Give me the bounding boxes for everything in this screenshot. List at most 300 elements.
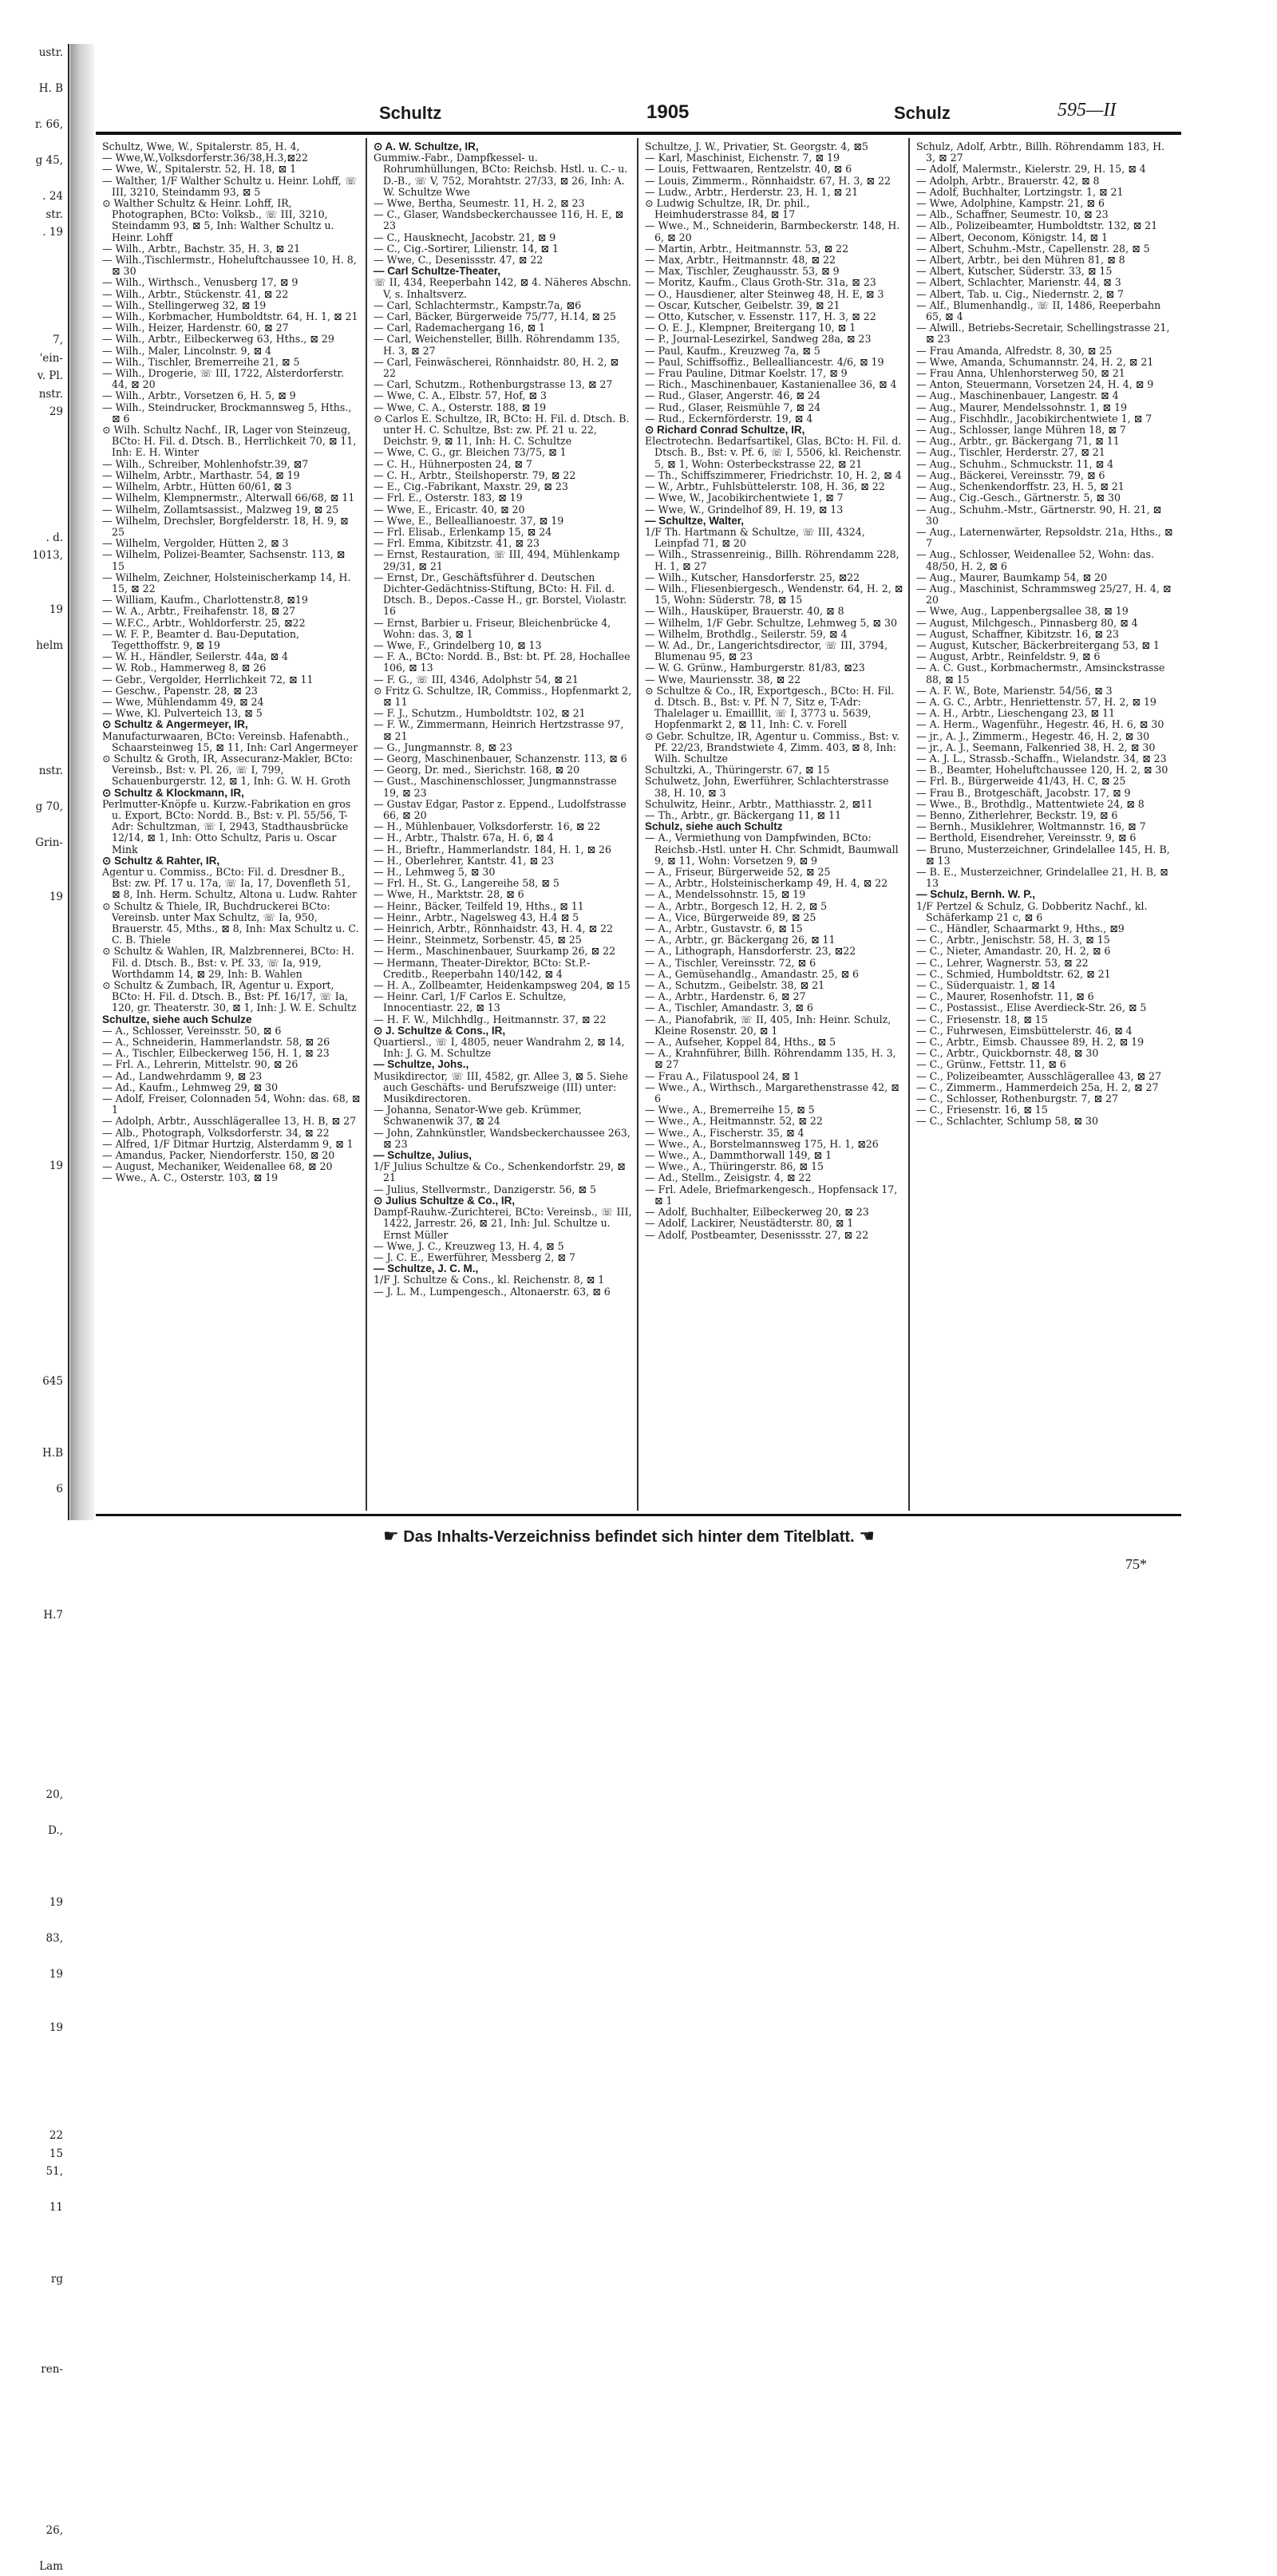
edge-fragment	[0, 2450, 68, 2468]
edge-fragment	[0, 2001, 68, 2020]
directory-entry: — Wwe, Mühlendamm 49, ⊠ 24	[102, 695, 264, 708]
header-year: 1905	[646, 101, 690, 123]
directory-entry: — Wwe., A., Dammthorwall 149, ⊠ 1	[645, 1149, 832, 1162]
directory-entry: — Wwe, W., Spitalerstr. 52, H. 18, ⊠ 1	[102, 163, 297, 176]
directory-entry: — Aug., Schlosser, Weidenallee 52, Wohn: das. 48/50, H. 2, ⊠ 6	[916, 548, 1154, 572]
directory-entry: — Wwe, C. G., gr. Bleichen 73/75, ⊠ 1	[374, 446, 567, 459]
directory-entry: — August, Arbtr., Reinfeldstr. 9, ⊠ 6	[916, 650, 1101, 663]
edge-fragment	[0, 1463, 68, 1481]
directory-entry: — Wwe., B., Brothdlg., Mattentwiete 24, ⊠ 8	[916, 797, 1145, 810]
directory-entry: — Carl, Schutzm., Rothenburgstrasse 13, ⊠ 27	[374, 378, 613, 391]
directory-entry: — Martin, Arbtr., Heitmannstr. 53, ⊠ 22	[645, 242, 849, 255]
edge-fragment	[0, 726, 68, 745]
directory-entry: — C., Cig.-Sortirer, Lilienstr. 14, ⊠ 1	[374, 242, 559, 255]
directory-entry: — A., Vermiethung von Dampfwinden, BCto: Reichsb.-Hstl. unter H. Chr. Schmidt, Baumwall 9, ⊠ 11, Wohn: Vorsetzen 9, ⊠ 9	[645, 832, 899, 867]
edge-fragment	[0, 1391, 68, 1409]
page-number: 595—II	[1058, 100, 1117, 121]
edge-fragment	[0, 1140, 68, 1158]
directory-entry: — Wilh., Hausküper, Brauerstr. 40, ⊠ 8	[645, 605, 844, 618]
directory-entry: — Ernst, Dr., Geschäftsführer d. Deutschen Dichter-Gedächtniss-Stiftung, BCto: H. Fil. d. Dtsch. B., Depos.-Casse H., gr. Borstel, Violastr. 16	[374, 571, 627, 618]
directory-entry: — A., Mendelssohnstr. 15, ⊠ 19	[645, 888, 806, 901]
directory-entry: — Adolf, Lackirer, Neustädterstr. 80, ⊠ 1	[645, 1217, 854, 1230]
directory-heading-entry: ⊙ Julius Schultze & Co., IR,	[374, 1194, 516, 1207]
directory-entry: — Alb., Polizeibeamter, Humboldtstr. 132, ⊠ 21	[916, 219, 1158, 232]
directory-entry: — Wwe., A., Wirthsch., Margarethenstrasse 42, ⊠ 6	[645, 1081, 899, 1105]
directory-entry: — A., Vice, Bürgerweide 89, ⊠ 25	[645, 911, 816, 923]
directory-entry: — Adolph, Arbtr., Brauerstr. 42, ⊠ 8	[916, 174, 1100, 187]
edge-fragment	[0, 1875, 68, 1894]
directory-page	[96, 44, 1229, 1704]
edge-fragment: 22	[49, 2129, 63, 2142]
edge-fragment	[0, 62, 68, 81]
directory-entry: — A., Tischler, Vereinsstr. 72, ⊠ 6	[645, 956, 816, 969]
directory-entry: — Hermann, Theater-Direktor, BCto: St.P.-Creditb., Reeperbahn 140/142, ⊠ 4	[374, 956, 591, 980]
directory-entry: — J. L. M., Lumpengesch., Altonaerstr. 63, ⊠ 6	[374, 1285, 611, 1298]
directory-entry: — Louis, Zimmerm., Rönnhaidstr. 67, H. 3, ⊠ 22	[645, 174, 892, 187]
directory-entry: — Frl. Adele, Briefmarkengesch., Hopfensack 17, ⊠ 1	[645, 1183, 898, 1207]
directory-entry: — Wwe., A., Bremerreihe 15, ⊠ 5	[645, 1104, 815, 1116]
directory-entry: — Herm., Maschinenbauer, Suurkamp 26, ⊠ 22	[374, 945, 616, 958]
edge-fragment	[0, 475, 68, 493]
directory-entry: — C., Friesenstr. 16, ⊠ 15	[916, 1104, 1048, 1116]
previous-page-edge	[0, 44, 69, 2573]
edge-fragment	[0, 1229, 68, 1247]
directory-heading-entry: ⊙ Schultz & Klockmann, IR,	[102, 786, 244, 799]
directory-entry: — Wilhelm, Vergolder, Hütten 2, ⊠ 3	[102, 537, 289, 550]
edge-fragment	[0, 2504, 68, 2523]
edge-fragment	[0, 2217, 68, 2235]
edge-fragment	[0, 1678, 68, 1697]
directory-entry: — Adolf, Buchhalter, Eilbeckerweg 20, ⊠ 23	[645, 1206, 869, 1219]
directory-entry: — Albert, Tab. u. Cig., Niedernstr. 2, ⊠ 7	[916, 287, 1125, 300]
directory-entry: — Wilh., Arbtr., Eilbeckerweg 63, Hths., ⊠ 29	[102, 333, 334, 346]
edge-fragment	[0, 170, 68, 188]
directory-entry: — F. A., BCto: Nordd. B., Bst: bt. Pf. 28, Hochallee 106, ⊠ 13	[374, 650, 631, 674]
directory-heading-entry: — Schultze, Walter,	[645, 514, 745, 527]
edge-fragment: 7,	[53, 334, 63, 346]
directory-entry: — Aug., Schenkendorffstr. 23, H. 5, ⊠ 21	[916, 480, 1125, 493]
edge-fragment: g 45,	[35, 154, 63, 167]
directory-entry: — A. Herm., Wagenführ., Hegestr. 46, H. 6, ⊠ 30	[916, 718, 1164, 731]
edge-fragment	[0, 511, 68, 529]
edge-fragment	[0, 780, 68, 799]
directory-entry: — Karl, Maschinist, Eichenstr. 7, ⊠ 19	[645, 152, 840, 164]
edge-fragment	[0, 1013, 68, 1032]
directory-heading-entry: — Schulz, Bernh. W. P.,	[916, 888, 1036, 901]
edge-fragment: 11	[49, 2201, 63, 2214]
edge-fragment	[0, 870, 68, 888]
edge-fragment	[0, 1750, 68, 1768]
directory-entry: — August, Kutscher, Bäckerbreitergang 53, ⊠ 1	[916, 638, 1160, 651]
directory-entry: — C., Fuhrwesen, Eimsbüttelerstr. 46, ⊠ 4	[916, 1024, 1133, 1037]
directory-entry: — Max, Arbtr., Heitmannstr. 48, ⊠ 22	[645, 254, 836, 267]
directory-entry: — Wilh., Schreiber, Mohlenhofstr.39, ⊠7	[102, 457, 309, 470]
directory-entry: — Wilhelm, Drechsler, Borgfelderstr. 18, H. 9, ⊠ 25	[102, 514, 349, 538]
directory-entry: — Adolf, Postbeamter, Desenissstr. 27, ⊠ 22	[645, 1228, 869, 1241]
edge-fragment	[0, 439, 68, 457]
directory-entry: — W.F.C., Arbtr., Wohldorferstr. 25, ⊠22	[102, 616, 306, 629]
directory-entry: — Th., Schiffszimmerer, Friedrichstr. 10, H. 2, ⊠ 4	[645, 468, 902, 481]
directory-entry: ⊙ Carlos E. Schultze, IR, BCto: H. Fil. d. Dtsch. B. unter H. C. Schultze, Bst: zw. Pf. 21 u. 22, Deichstr. 9, ⊠ 11, Inh: H. C. Schultze	[374, 412, 630, 448]
directory-entry: — A., Gemüsehandlg., Amandastr. 25, ⊠ 6	[645, 967, 860, 980]
directory-entry: — Wwe, Aug., Lappenbergsallee 38, ⊠ 19	[916, 605, 1129, 618]
directory-entry: ⊙ Schultz & Wahlen, IR, Malzbrennerei, BCto: H. Fil. d. Dtsch. B., Bst: v. Pf. 33, ☏ Ia, 919, Worthdamm 14, ⊠ 29, Inh: B. Wahlen	[102, 945, 354, 980]
directory-entry: — Aug., Bäckerei, Vereinsstr. 79, ⊠ 6	[916, 468, 1105, 481]
directory-entry: — W., Arbtr., Fuhlsbüttelerstr. 108, H. 36, ⊠ 22	[645, 480, 885, 493]
directory-heading-entry: — Carl Schultze-Theater,	[374, 265, 501, 278]
directory-entry: — Albert, Arbtr., bei den Mühren 81, ⊠ 8	[916, 254, 1125, 267]
edge-fragment	[0, 1121, 68, 1140]
directory-entry: — Wwe, C., Desenissstr. 47, ⊠ 22	[374, 254, 544, 267]
edge-fragment	[0, 690, 68, 709]
directory-entry: — Bruno, Musterzeichner, Grindelallee 145, H. B, ⊠ 13	[916, 843, 1170, 867]
directory-heading-entry: ⊙ Schultz & Angermeyer, IR,	[102, 718, 248, 731]
directory-entry: — A. H., Arbtr., Lieschengang 23, ⊠ 11	[916, 707, 1115, 720]
directory-entry: — Ad., Landwehrdamm 9, ⊠ 23	[102, 1069, 263, 1082]
edge-fragment	[0, 2181, 68, 2199]
directory-entry: — Albert, Kutscher, Süderstr. 33, ⊠ 15	[916, 265, 1113, 278]
directory-entry: — Wilh., Strassenreinig., Billh. Röhrendamm 228, H. 1, ⊠ 27	[645, 548, 899, 572]
directory-entry: — H. F. W., Milchhdlg., Heitmannstr. 37, ⊠ 22	[374, 1013, 607, 1025]
directory-entry: Electrotechn. Bedarfsartikel, Glas, BCto: H. Fil. d. Dtsch. B., Bst: v. Pf. 6, ☏ I, 5506, kl. Reichenstr. 5, ⊠ 1, Wohn: Osterbeckstrasse 22, ⊠ 21	[645, 435, 902, 470]
edge-fragment	[0, 1714, 68, 1732]
edge-fragment	[0, 1104, 68, 1122]
directory-entry: — Frau Anna, Uhlenhorsterweg 50, ⊠ 21	[916, 367, 1125, 380]
directory-entry: Gummiw.-Fabr., Dampfkessel- u. Rohrumhüllungen, BCto: Reichsb. Hstl. u. C.- u. D.-B., ☏ V, 752, Morahtstr. 27/33, ⊠ 26, Inh: A. W. Schultze Wwe	[374, 152, 628, 198]
directory-entry: — August, Schaffner, Kibitzstr. 16, ⊠ 23	[916, 627, 1119, 640]
edge-fragment	[0, 1247, 68, 1266]
directory-entry: — A. G. C., Arbtr., Henriettenstr. 57, H. 2, ⊠ 19	[916, 695, 1156, 708]
directory-entry: — Alb., Schaffner, Seumestr. 10, ⊠ 23	[916, 208, 1109, 221]
edge-fragment: 19	[49, 1895, 63, 1909]
edge-fragment	[0, 2432, 68, 2451]
edge-fragment	[0, 98, 68, 117]
edge-fragment: 6	[56, 1483, 63, 1495]
directory-entry: — Alfred, 1/F Ditmar Hurtzig, Alsterdamm 9, ⊠ 1	[102, 1137, 354, 1150]
directory-entry: — Wilh., Arbtr., Bachstr. 35, H. 3, ⊠ 21	[102, 242, 301, 255]
directory-entry: — W. F. P., Beamter d. Bau-Deputation, Tegetthoffstr. 9, ⊠ 19	[102, 627, 300, 651]
edge-fragment: 83,	[45, 1931, 63, 1945]
edge-fragment: 'ein-	[39, 351, 63, 365]
directory-entry: Manufacturwaaren, BCto: Vereinsb. Hafenabth., Schaarsteinweg 15, ⊠ 11, Inh: Carl Angermeyer	[102, 729, 358, 753]
directory-entry: — A., Arbtr., Holsteinischerkamp 49, H. 4, ⊠ 22	[645, 877, 888, 890]
directory-entry: — Heinr. Carl, 1/F Carlos E. Schultze, Innocentiastr. 22, ⊠ 13	[374, 990, 567, 1014]
directory-heading-entry: ⊙ A. W. Schultze, IR,	[374, 140, 479, 152]
directory-entry: — Gustav Edgar, Pastor z. Eppend., Ludolfstrasse 66, ⊠ 20	[374, 797, 627, 821]
edge-fragment	[0, 421, 68, 440]
directory-entry: — Rud., Glaser, Angerstr. 46, ⊠ 24	[645, 389, 820, 402]
edge-fragment	[0, 2055, 68, 2073]
directory-entry: — Georg, Dr. med., Sierichstr. 168, ⊠ 20	[374, 764, 580, 776]
directory-entry: — Amandus, Packer, Niendorferstr. 150, ⊠ 20	[102, 1149, 335, 1162]
directory-entry: — A., Arbtr., Borgesch 12, H. 2, ⊠ 5	[645, 899, 828, 912]
directory-entry: — Aug., Cig.-Gesch., Gärtnerstr. 5, ⊠ 30	[916, 492, 1121, 504]
pointing-hand-right-icon: ☛	[383, 1527, 399, 1547]
edge-fragment	[0, 2091, 68, 2109]
header-rule	[96, 132, 1181, 135]
directory-entry: — Aug., Maurer, Mendelssohnstr. 1, ⊠ 19	[916, 401, 1128, 413]
directory-entry: ☏ II, 434, Reeperbahn 142, ⊠ 4. Näheres Abschn. V, s. Inhaltsverz.	[374, 276, 632, 300]
directory-entry: — Wwe, Adolphine, Kampstr. 21, ⊠ 6	[916, 197, 1105, 210]
edge-fragment	[0, 673, 68, 691]
directory-entry: — Aug., Arbtr., gr. Bäckergang 71, ⊠ 11	[916, 435, 1120, 448]
directory-heading-entry: — Schultze, Julius,	[374, 1149, 472, 1162]
directory-entry: — Berthold, Eisendreher, Vereinsstr. 9, ⊠ 6	[916, 832, 1137, 844]
edge-fragment	[0, 2253, 68, 2271]
edge-fragment	[0, 1642, 68, 1661]
directory-entry: — P., Journal-Lesezirkel, Sandweg 28a, ⊠ 23	[645, 333, 872, 346]
directory-entry: ⊙ Ludwig Schultze, IR, Dr. phil., Heimhuderstrasse 84, ⊠ 17	[645, 197, 810, 221]
directory-entry: — H. A., Zollbeamter, Heidenkampsweg 204, ⊠ 15	[374, 979, 631, 992]
directory-entry: — A., Arbtr., Hardenstr. 6, ⊠ 27	[645, 990, 806, 1003]
edge-fragment	[0, 2342, 68, 2361]
edge-fragment: 19	[49, 2021, 63, 2034]
footer-note	[383, 1527, 875, 1547]
directory-entry: — jr., A. J., Seemann, Falkenried 38, H. 2, ⊠ 30	[916, 741, 1156, 753]
directory-entry: — Wwe, H., Marktstr. 28, ⊠ 6	[374, 888, 524, 901]
directory-entry: — A., Krahnführer, Billh. Röhrendamm 135, H. 3, ⊠ 27	[645, 1047, 896, 1071]
edge-fragment	[0, 942, 68, 960]
directory-entry: — Aug., Tischler, Herderstr. 27, ⊠ 21	[916, 446, 1105, 459]
edge-fragment: v. Pl.	[37, 369, 63, 382]
directory-entry: — A., Lithograph, Hansdorferstr. 23, ⊠22	[645, 945, 856, 958]
directory-entry: ⊙ Schultze & Co., IR, Exportgesch., BCto: H. Fil. d. Dtsch. B., Bst: v. Pf. N 7, Sitz e, T-Adr: Thalelager u. Emailllit, ☏ I, 3773 u. 5639, Hopfenmarkt 2, ⊠ 11, Inh: C. v. Forell	[645, 684, 895, 731]
edge-fragment	[0, 1911, 68, 1930]
directory-entry: — August, Mechaniker, Weidenallee 68, ⊠ 20	[102, 1160, 333, 1173]
directory-entry: — C., Süderquaistr. 1, ⊠ 14	[916, 979, 1056, 992]
edge-fragment	[0, 2073, 68, 2092]
directory-entry: — H., Brieftr., Hammerlandstr. 184, H. 1, ⊠ 26	[374, 843, 612, 855]
edge-fragment: Lam	[39, 2560, 63, 2573]
edge-fragment	[0, 1355, 68, 1373]
directory-entry: — J. C. E., Ewerführer, Messberg 2, ⊠ 7	[374, 1250, 575, 1263]
edge-fragment	[0, 583, 68, 601]
directory-entry: — H., Lehmweg 5, ⊠ 30	[374, 866, 496, 878]
sheet-number: 75*	[1125, 1556, 1147, 1572]
directory-entry: — Johanna, Senator-Wwe geb. Krümmer, Schwanenwik 37, ⊠ 24	[374, 1104, 582, 1128]
directory-entry: — Frl. A., Lehrerin, Mittelstr. 90, ⊠ 26	[102, 1058, 298, 1071]
directory-entry: — Frau A., Filatuspool 24, ⊠ 1	[645, 1069, 800, 1082]
edge-fragment: ren-	[41, 2362, 63, 2376]
directory-entry: — Aug., Maschinenbauer, Langestr. ⊠ 4	[916, 389, 1119, 402]
directory-entry: — Frl. E., Osterstr. 183, ⊠ 19	[374, 492, 523, 504]
directory-entry: — Benno, Zitherlehrer, Beckstr. 19, ⊠ 6	[916, 808, 1118, 821]
directory-entry: 1/F Th. Hartmann & Schultze, ☏ III, 4324, Leinpfad 71, ⊠ 20	[645, 525, 865, 550]
edge-fragment: . 24	[42, 190, 63, 203]
directory-entry: — Wilh., Steindrucker, Brockmannsweg 5, Hths., ⊠ 6	[102, 401, 352, 425]
directory-entry: — W. A., Arbtr., Freihafenstr. 18, ⊠ 27	[102, 605, 296, 618]
edge-fragment	[0, 1552, 68, 1570]
pointing-hand-left-icon: ☚	[859, 1527, 875, 1547]
edge-fragment	[0, 1085, 68, 1104]
directory-entry: — C., Schlachter, Schlump 58, ⊠ 30	[916, 1115, 1098, 1128]
directory-entry: — Wilh., Arbtr., Stückenstr. 41, ⊠ 22	[102, 287, 289, 300]
directory-entry: — C., Arbtr., Eimsb. Chaussee 89, H. 2, ⊠ 19	[916, 1036, 1145, 1049]
edge-fragment	[0, 1696, 68, 1714]
edge-fragment	[0, 2396, 68, 2415]
edge-fragment: . d.	[45, 531, 63, 544]
edge-fragment	[0, 1858, 68, 1876]
header-left-name: Schultz	[379, 103, 442, 123]
edge-fragment	[0, 745, 68, 763]
directory-entry: — Wilh., Arbtr., Vorsetzen 6, H. 5, ⊠ 9	[102, 389, 296, 402]
edge-fragment: rg	[50, 2273, 63, 2286]
directory-entry: — Frau Pauline, Ditmar Koelstr. 17, ⊠ 9	[645, 367, 848, 380]
edge-fragment	[0, 2234, 68, 2253]
directory-entry: — Gebr., Vergolder, Herrlichkeit 72, ⊠ 11	[102, 673, 314, 685]
edge-fragment	[0, 1499, 68, 1517]
directory-entry: 1/F J. Schultze & Cons., kl. Reichenstr. 8, ⊠ 1	[374, 1274, 605, 1286]
edge-fragment	[0, 134, 68, 152]
directory-entry: — Max, Tischler, Zeughausstr. 53, ⊠ 9	[645, 265, 840, 278]
edge-fragment: Grin-	[35, 836, 63, 849]
directory-entry: — Anton, Steuermann, Vorsetzen 24, H. 4, ⊠ 9	[916, 378, 1154, 391]
edge-fragment: nstr.	[38, 387, 63, 401]
directory-entry: — F. W., Zimmermann, Heinrich Hertzstrasse 97, ⊠ 21	[374, 718, 624, 742]
directory-entry: — William, Kaufm., Charlottenstr.8, ⊠19	[102, 594, 308, 606]
directory-entry: — Ad., Stellm., Zeisigstr. 4, ⊠ 22	[645, 1171, 812, 1184]
edge-fragment	[0, 2306, 68, 2325]
edge-fragment	[0, 2540, 68, 2558]
directory-entry: — Rud., Eckernförderstr. 19, ⊠ 4	[645, 412, 813, 425]
directory-entry: — H., Mühlenbauer, Volksdorferstr. 16, ⊠ 22	[374, 820, 601, 833]
edge-fragment	[0, 259, 68, 278]
edge-fragment: g 70,	[35, 800, 63, 813]
directory-heading-entry: — Schultze, J. C. M.,	[374, 1262, 479, 1275]
edge-fragment	[0, 1427, 68, 1445]
directory-entry: — Wilh., Korbmacher, Humboldtstr. 64, H. 1, ⊠ 21	[102, 310, 358, 323]
directory-entry: — Aug., Maurer, Baumkamp 54, ⊠ 20	[916, 571, 1108, 583]
book-binding-shadow	[70, 44, 94, 1520]
directory-entry: — August, Milchgesch., Pinnasberg 80, ⊠ 4	[916, 616, 1138, 629]
edge-fragment	[0, 1337, 68, 1355]
directory-entry: — H., Arbtr., Thalstr. 67a, H. 6, ⊠ 4	[374, 832, 554, 844]
directory-heading-entry: ⊙ Richard Conrad Schultze, IR,	[645, 424, 805, 437]
edge-fragment: 19	[49, 890, 63, 903]
directory-entry: — B., Beamter, Hoheluftchaussee 120, H. 2, ⊠ 30	[916, 764, 1168, 776]
directory-entry: — Otto, Kutscher, v. Essenstr. 117, H. 3, ⊠ 22	[645, 310, 876, 323]
edge-fragment	[0, 1588, 68, 1606]
directory-entry: ⊙ Schultz & Groth, IR, Assecuranz-Makler, BCto: Vereinsb., Bst: v. Pl. 26, ☏ I, 799, Schauenburgerstr. 12, ⊠ 1, Inh: G. W. H. Groth	[102, 752, 354, 788]
directory-columns	[96, 138, 1181, 1511]
directory-entry: — Ernst, Barbier u. Friseur, Bleichenbrücke 4, Wohn: das. 3, ⊠ 1	[374, 616, 611, 640]
directory-entry: — Gust., Maschinenschlosser, Jungmannstrasse 19, ⊠ 23	[374, 775, 617, 799]
edge-fragment	[0, 2037, 68, 2056]
directory-heading-entry: — Schultze, Johs.,	[374, 1058, 469, 1071]
directory-entry: — Heinrich, Arbtr., Rönnhaidstr. 43, H. 4, ⊠ 22	[374, 923, 614, 935]
directory-entry: — Wilhelm, Zeichner, Holsteinischerkamp 14, H. 15, ⊠ 22	[102, 571, 351, 595]
edge-fragment	[0, 565, 68, 583]
edge-fragment: H. B	[38, 82, 63, 95]
directory-entry: — B. E., Musterzeichner, Grindelallee 21, H. B, ⊠ 13	[916, 866, 1168, 890]
edge-fragment	[0, 2289, 68, 2307]
directory-entry: — C., Polizeibeamter, Ausschlägerallee 43, ⊠ 27	[916, 1069, 1162, 1082]
directory-entry: — A., Schlosser, Vereinsstr. 50, ⊠ 6	[102, 1024, 282, 1037]
directory-entry: — Wwe, Kl. Pulverteich 13, ⊠ 5	[102, 707, 263, 720]
directory-entry: — Wwe., M., Schneiderin, Barmbeckerstr. 148, H. 6, ⊠ 20	[645, 219, 900, 243]
directory-entry: — Heinr., Bäcker, Teilfeld 19, Hths., ⊠ 11	[374, 899, 584, 912]
edge-fragment: 19	[49, 603, 63, 616]
directory-entry: ⊙ Schultz & Thiele, IR, Buchdruckerei BCto: Vereinsb. unter Max Schultz, ☏ Ia, 950, Brauerstr. 45, Mths., ⊠ 8, Inh: Max Schultz u. C. C. B. Thiele	[102, 899, 359, 946]
directory-entry: — C., Zimmerm., Hammerdeich 25a, H. 2, ⊠ 27	[916, 1081, 1159, 1093]
directory-entry: — F. G., ☏ III, 4346, Adolphstr 54, ⊠ 21	[374, 673, 579, 685]
directory-entry: — Wilh., Kutscher, Hansdorferstr. 25, ⊠22	[645, 571, 860, 583]
directory-entry: — Heinr., Steinmetz, Sorbenstr. 45, ⊠ 25	[374, 934, 582, 946]
directory-entry: — E., Cig.-Fabrikant, Maxstr. 29, ⊠ 23	[374, 480, 568, 493]
directory-entry: — Wilh., Fliesenbiergesch., Wendenstr. 64, H. 2, ⊠ 15, Wohn: Süderstr. 78, ⊠ 15	[645, 582, 903, 606]
directory-entry: — W. Ad., Dr., Langerichtsdirector, ☏ III, 3794, Blumenau 95, ⊠ 23	[645, 638, 888, 663]
directory-entry: — Paul, Schiffsoffiz., Bellealliancestr. 4/6, ⊠ 19	[645, 355, 884, 368]
edge-fragment	[0, 1409, 68, 1427]
directory-entry: Schulwitz, Heinr., Arbtr., Matthiasstr. 2, ⊠11	[645, 797, 873, 810]
directory-entry: — A. J. L., Strassb.-Schaffn., Wielandstr. 34, ⊠ 23	[916, 752, 1167, 765]
directory-entry: — Wilhelm, 1/F Gebr. Schultze, Lehmweg 5, ⊠ 30	[645, 616, 897, 629]
directory-entry: Schulwetz, John, Ewerführer, Schlachterstrasse 38, H. 10, ⊠ 3	[645, 775, 889, 799]
directory-entry: — H., Oberlehrer, Kantstr. 41, ⊠ 23	[374, 854, 555, 867]
edge-fragment	[0, 2468, 68, 2487]
directory-entry: ⊙ Fritz G. Schultze, IR, Commiss., Hopfenmarkt 2, ⊠ 11	[374, 684, 632, 708]
directory-entry: — Geschw., Papenstr. 28, ⊠ 23	[102, 684, 258, 697]
directory-entry: — Albert, Schuhm.-Mstr., Capellenstr. 28, ⊠ 5	[916, 242, 1150, 255]
directory-entry: — Carl, Weichensteller, Billh. Röhrendamm 135, H. 3, ⊠ 27	[374, 333, 620, 357]
directory-entry: — Wwe, W., Jacobikirchentwiete 1, ⊠ 7	[645, 492, 844, 504]
directory-entry: — Wwe, E., Belleallianoestr. 37, ⊠ 19	[374, 514, 564, 527]
directory-entry: — Alwill., Betriebs-Secretair, Schellingstrasse 21, ⊠ 23	[916, 322, 1170, 346]
edge-fragment: 19	[49, 1160, 63, 1172]
directory-entry: — Aug., Schuhm., Schmuckstr. 11, ⊠ 4	[916, 457, 1114, 470]
directory-entry: — Wwe, Bertha, Seumestr. 11, H. 2, ⊠ 23	[374, 197, 585, 210]
edge-fragment	[0, 1804, 68, 1822]
directory-entry: — Adolph, Arbtr., Ausschlägerallee 13, H. B, ⊠ 27	[102, 1115, 357, 1128]
directory-entry: — Wwe., A. C., Osterstr. 103, ⊠ 19	[102, 1171, 279, 1184]
edge-fragment: D.,	[48, 1823, 63, 1837]
edge-fragment	[0, 2486, 68, 2504]
directory-entry: — Julius, Stellvermstr., Danzigerstr. 56, ⊠ 5	[374, 1183, 596, 1195]
directory-entry: — Wilh., Tischler, Bremerreihe 21, ⊠ 5	[102, 355, 300, 368]
directory-entry: — Wilhelm, Arbtr., Hütten 60/61, ⊠ 3	[102, 480, 292, 493]
directory-entry: — Wilh., Maler, Lincolnstr. 9, ⊠ 4	[102, 344, 272, 357]
edge-fragment	[0, 654, 68, 673]
directory-entry: ⊙ Schultz & Zumbach, IR, Agentur u. Export, BCto: H. Fil. d. Dtsch. B., Bst: Pf. 16/17, ☏ Ia, 120, gr. Theaterstr. 30, ⊠ 1, Inh: J. W. E. Schultz	[102, 979, 357, 1014]
directory-entry: ⊙ Wilh. Schultz Nachf., IR, Lager von Steinzeug, BCto: H. Fil. d. Dtsch. B., Herrlichkeit 70, ⊠ 11, Inh: E. H. Winter	[102, 424, 357, 459]
directory-entry: — A., Pianofabrik, ☏ II, 405, Inh: Heinr. Schulz, Kleine Rosenstr. 20, ⊠ 1	[645, 1013, 892, 1037]
directory-entry: 1/F Julius Schultze & Co., Schenkendorfstr. 29, ⊠ 21	[374, 1160, 626, 1184]
edge-fragment	[0, 1175, 68, 1194]
edge-fragment: H.B	[42, 1447, 63, 1460]
page-header	[96, 92, 1181, 132]
directory-entry: — Ludw., Arbtr., Herderstr. 23, H. 1, ⊠ 21	[645, 185, 859, 198]
directory-entry: — C., Friesenstr. 18, ⊠ 15	[916, 1013, 1048, 1025]
directory-entry: — Frau B., Brotgeschäft, Jacobstr. 17, ⊠ 9	[916, 786, 1131, 799]
edge-fragment	[0, 1947, 68, 1966]
directory-entry: — C., Grünw., Fettstr. 11, ⊠ 6	[916, 1058, 1066, 1071]
directory-entry: — Wwe., A., Thüringerstr. 86, ⊠ 15	[645, 1160, 824, 1173]
directory-heading-entry: ⊙ Schultz & Rahter, IR,	[102, 854, 220, 867]
footer-note-text: Das Inhalts-Verzeichniss befindet sich hinter dem Titelblatt.	[403, 1528, 855, 1546]
edge-fragment: helm	[36, 638, 63, 652]
directory-entry: — John, Zahnkünstler, Wandsbeckerchaussee 263, ⊠ 23	[374, 1126, 631, 1150]
directory-entry: — Wwe., A., Fischerstr. 35, ⊠ 4	[645, 1126, 805, 1139]
directory-entry: — Louis, Fettwaaren, Rentzelstr. 40, ⊠ 6	[645, 163, 852, 176]
edge-fragment	[0, 295, 68, 314]
directory-entry: — A., Tischler, Eilbeckerweg 156, H. 1, ⊠ 23	[102, 1047, 330, 1060]
directory-entry: — Georg, Maschinenbauer, Schanzenstr. 113, ⊠ 6	[374, 752, 627, 765]
directory-entry: — Wwe, W., Grindelhof 89, H. 19, ⊠ 13	[645, 503, 844, 516]
footer-rule	[96, 1514, 1181, 1516]
directory-entry: ⊙ Walther Schultz & Heinr. Lohff, IR, Photographen, BCto: Volksb., ☏ III, 3210, Steindamm 93, ⊠ 5, Inh: Walther Schultz u. Heinr. Lohff	[102, 197, 334, 243]
directory-entry: — A., Schutzm., Geibelstr. 38, ⊠ 21	[645, 979, 825, 992]
directory-entry: — jr., A. J., Zimmerm., Hegestr. 46, H. 2, ⊠ 30	[916, 729, 1150, 742]
